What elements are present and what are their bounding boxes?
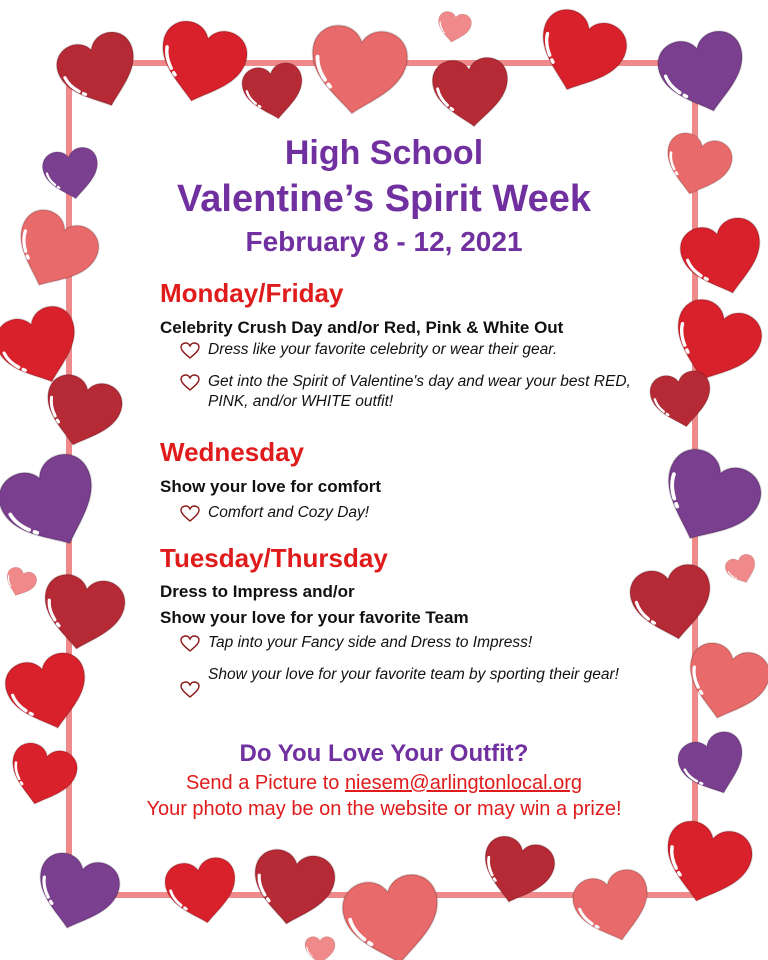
theme-text: Show your love for your favorite Team bbox=[160, 608, 469, 627]
item-text: Comfort and Cozy Day! bbox=[208, 504, 370, 521]
send-prefix: Send a Picture to bbox=[185, 772, 345, 794]
heart-outline-icon bbox=[180, 342, 200, 360]
title-line-1: High School bbox=[284, 134, 484, 172]
theme-text: Dress to Impress and/or bbox=[160, 582, 355, 601]
event-dates: February 8 - 12, 2021 bbox=[245, 226, 523, 257]
item-text: Dress like your favorite celebrity or wear their gear. bbox=[208, 341, 558, 358]
title-line-2: Valentine’s Spirit Week bbox=[177, 178, 591, 220]
email-link[interactable]: niesem@arlingtonlocal.org bbox=[344, 772, 583, 794]
item-text: Get into the Spirit of Valentine's day and wear your best RED, PINK, and/or WHITE outfit! bbox=[208, 373, 631, 410]
prize-note: Your photo may be on the website or may win a prize! bbox=[146, 798, 622, 820]
day-heading: Wednesday bbox=[160, 437, 305, 467]
theme-text: Celebrity Crush Day and/or Red, Pink & White Out bbox=[160, 318, 564, 337]
item-text: Show your love for your favorite team by sporting their gear! bbox=[208, 666, 619, 683]
send-picture-line bbox=[0, 772, 768, 795]
heart-outline-icon bbox=[180, 505, 200, 523]
item-text: Tap into your Fancy side and Dress to Impress! bbox=[208, 634, 533, 651]
day-heading: Tuesday/Thursday bbox=[160, 543, 388, 573]
heart-outline-icon bbox=[180, 374, 200, 392]
heart-outline-icon bbox=[180, 681, 200, 699]
heart-outline-icon bbox=[180, 635, 200, 653]
day-heading: Monday/Friday bbox=[160, 278, 344, 308]
theme-text: Show your love for comfort bbox=[160, 477, 382, 496]
outfit-question: Do You Love Your Outfit? bbox=[239, 740, 529, 767]
